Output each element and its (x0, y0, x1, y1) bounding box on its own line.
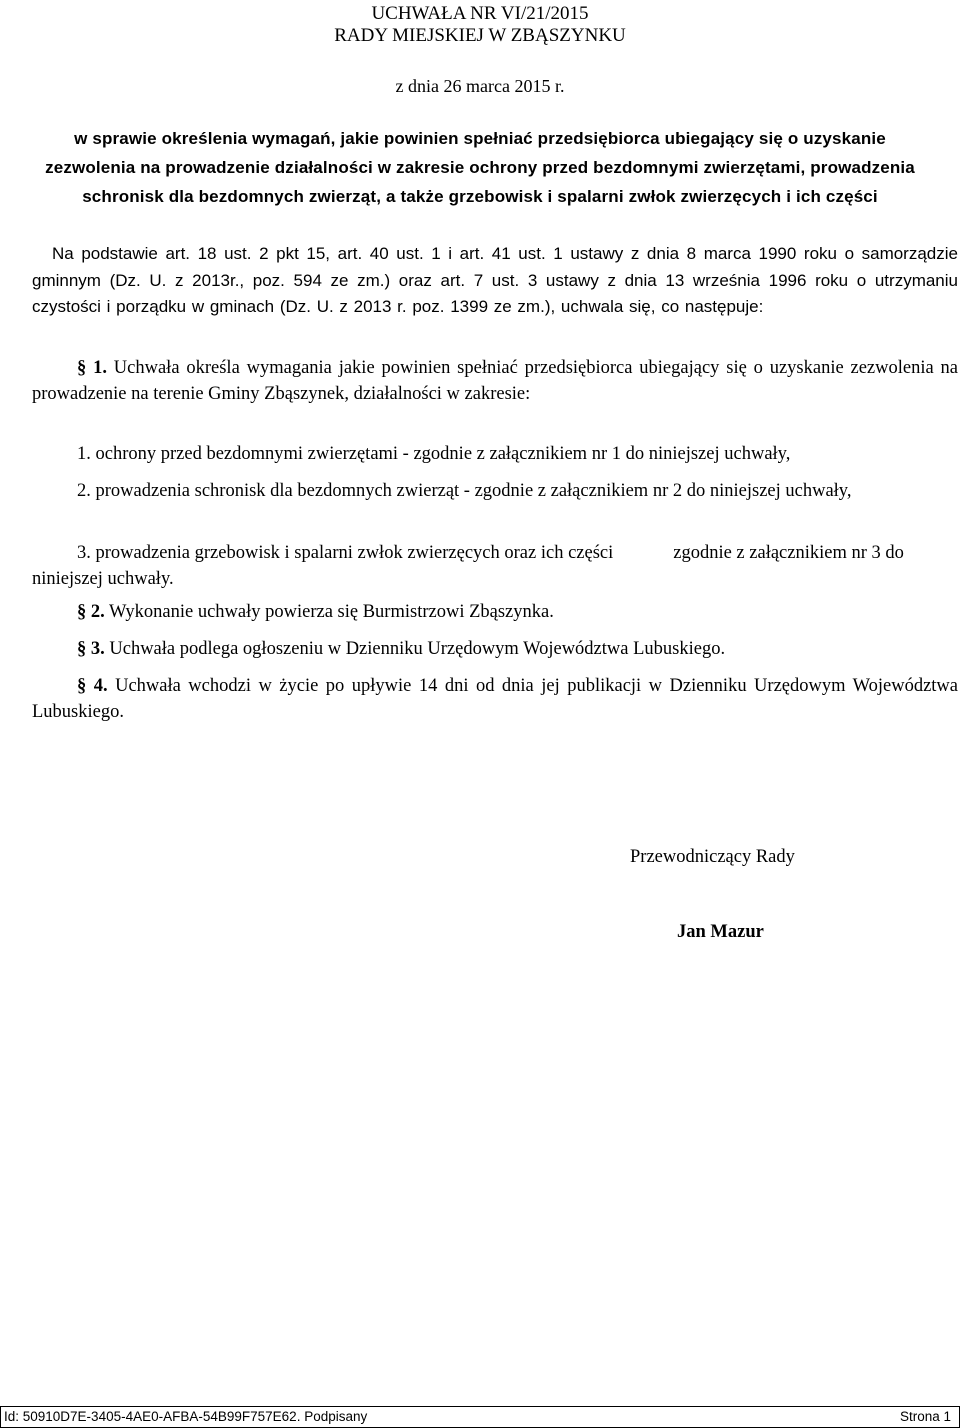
paragraph-text: Uchwała podlega ogłoszeniu w Dzienniku Urzędowym Województwa Lubuskiego. (104, 639, 726, 659)
council-name: RADY MIEJSKIEJ W ZBĄSZYNKU (334, 25, 626, 46)
paragraph-marker: § 1. (77, 358, 107, 378)
page-number: Strona 1 (899, 1409, 951, 1424)
paragraph-1 (32, 355, 958, 407)
resolution-date: z dnia 26 marca 2015 r. (395, 76, 565, 96)
document-footer (0, 1406, 960, 1428)
list-item-number: 2. (77, 481, 91, 501)
paragraph-marker: § 4. (77, 676, 108, 696)
document-id: Id: 50910D7E-3405-4AE0-AFBA-54B99F757E62. Podpisany (4, 1409, 368, 1424)
resolution-subject: w sprawie określenia wymagań, jakie powinien spełniać przedsiębiorca ubiegający się o uzyskanie zezwolenia na prowadzenie działalności w zakresie ochrony przed bezdomnymi zwierzętami, prowadzenia schronisk dla bezdomnych zwierząt, a także grzebowisk i spalarni zwłok zwierzęcych i ich części (45, 129, 915, 206)
list-item-3 (32, 540, 958, 592)
list-item-1 (32, 441, 958, 467)
paragraph-text: Uchwała określa wymagania jakie powinien spełniać przedsiębiorca ubiegający się o uzyskanie zezwolenia na prowadzenie na terenie Gminy Zbąszynek, działalności w zakresie: (32, 358, 958, 404)
paragraph-text: Uchwała wchodzi w życie po upływie 14 dni od dnia jej publikacji w Dzienniku Urzędowym Województwa Lubuskiego. (32, 676, 959, 722)
paragraph-3 (32, 636, 958, 662)
paragraph-2 (32, 599, 958, 625)
paragraph-marker: § 2. (77, 602, 105, 622)
paragraph-text: Wykonanie uchwały powierza się Burmistrzowi Zbąszynka. (104, 602, 554, 622)
list-item-2 (32, 478, 958, 504)
resolution-title: UCHWAŁA NR VI/21/2015 (371, 3, 589, 24)
signatory-name: Jan Mazur (677, 922, 764, 942)
list-item-text-continued: zgodnie z załącznikiem nr 3 do niniejszej uchwały. (32, 543, 904, 589)
list-item-number: 1. (77, 444, 91, 464)
list-item-number: 3. (77, 543, 91, 563)
list-item-text: prowadzenia schronisk dla bezdomnych zwierząt - zgodnie z załącznikiem nr 2 do niniejszej uchwały, (90, 481, 852, 501)
paragraph-4 (32, 673, 958, 725)
legal-basis: Na podstawie art. 18 ust. 2 pkt 15, art. 40 ust. 1 i art. 41 ust. 1 ustawy z dnia 8 marca 1990 roku o samorządzie gminnym (Dz. U. z 2013r., poz. 594 ze zm.) oraz art. 7 ust. 3 ustawy z dnia 13 września 1996 roku o utrzymaniu czystości i porządku w gminach (Dz. U. z 2013 r. poz. 1399 ze zm.), uchwala się, co następuje: (32, 244, 958, 316)
paragraph-marker: § 3. (77, 639, 105, 659)
signatory-role: Przewodniczący Rady (630, 847, 795, 867)
list-item-text: ochrony przed bezdomnymi zwierzętami - zgodnie z załącznikiem nr 1 do niniejszej uchwały, (90, 444, 791, 464)
list-item-text: prowadzenia grzebowisk i spalarni zwłok zwierzęcych oraz ich części (90, 543, 614, 563)
